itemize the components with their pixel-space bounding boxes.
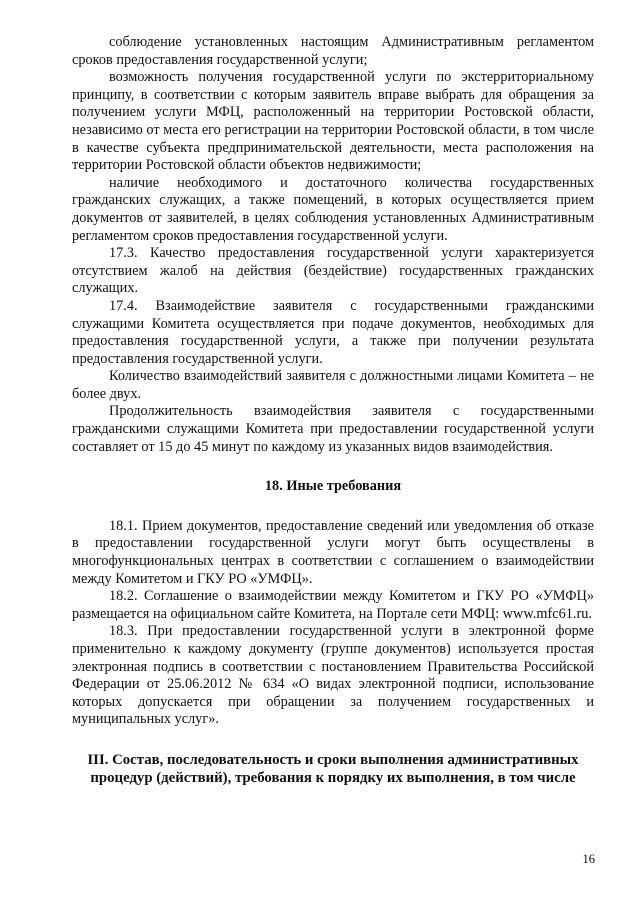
paragraph-18-2: 18.2. Соглашение о взаимодействии между Комитетом и ГКУ РО «УМФЦ» размещается на официальном сайте Комитета, на Портале сети МФЦ: www.mfc61.ru.	[72, 588, 594, 622]
paragraph-interaction-count: Количество взаимодействий заявителя с должностными лицами Комитета – не более двух.	[72, 368, 594, 402]
paragraph-deadlines: соблюдение установленных настоящим Административным регламентом сроков предоставления государственной услуги;	[72, 34, 594, 68]
paragraph-17-3: 17.3. Качество предоставления государственной услуги характеризуется отсутствием жалоб на действия (бездействие) государственных гражданских служащих.	[72, 245, 594, 297]
paragraph-18-1: 18.1. Прием документов, предоставление сведений или уведомления об отказе в предоставлении государственной услуги могут быть осуществлены в многофункциональных центрах в соответствии с соглашением о взаимодействии между Комитетом и ГКУ РО «УМФЦ».	[72, 517, 594, 587]
paragraph-17-4: 17.4. Взаимодействие заявителя с государственными гражданскими служащими Комитета осуществляется при подаче документов, необходимых для предоставления государственной услуги, а также при получении результата предоставления государственной услуги.	[72, 297, 594, 367]
paragraph-interaction-duration: Продолжительность взаимодействия заявителя с государственными гражданскими служащими Комитета при предоставлении государственной услуги составляет от 15 до 45 минут по каждому из указанных видов взаимодействия.	[72, 403, 594, 455]
page-body	[72, 34, 594, 787]
part-title: III. Состав, последовательность и сроки выполнения административных процедур (действий), требования к порядку их выполнения, в том числе	[87, 751, 579, 787]
paragraph-staff-premises: наличие необходимого и достаточного количества государственных гражданских служащих, а также помещений, в которых осуществляется прием документов от заявителей, в целях соблюдения установленных Административным регламентом сроков предоставления государственной услуги.	[72, 174, 594, 244]
paragraph-extraterritorial: возможность получения государственной услуги по экстерриториальному принципу, в соответствии с которым заявитель вправе выбрать для обращения за получением услуги МФЦ, расположенный на территории Ростовской области, независимо от места его регистрации на территории Ростовской области, в том числе в качестве субъекта предпринимательской деятельности, места расположения на территории Ростовской области объектов недвижимости;	[72, 69, 594, 174]
paragraph-18-3: 18.3. При предоставлении государственной услуги в электронной форме применительно к каждому документу (группе документов) используется простая электронная подпись в соответствии с постановлением Правительства Российской Федерации от 25.06.2012 № 634 «О видах электронной подписи, использование которых допускается при обращении за получением государственных и муниципальных услуг».	[72, 623, 594, 728]
section-title: 18. Иные требования	[264, 478, 402, 495]
page-number: 16	[582, 852, 595, 866]
